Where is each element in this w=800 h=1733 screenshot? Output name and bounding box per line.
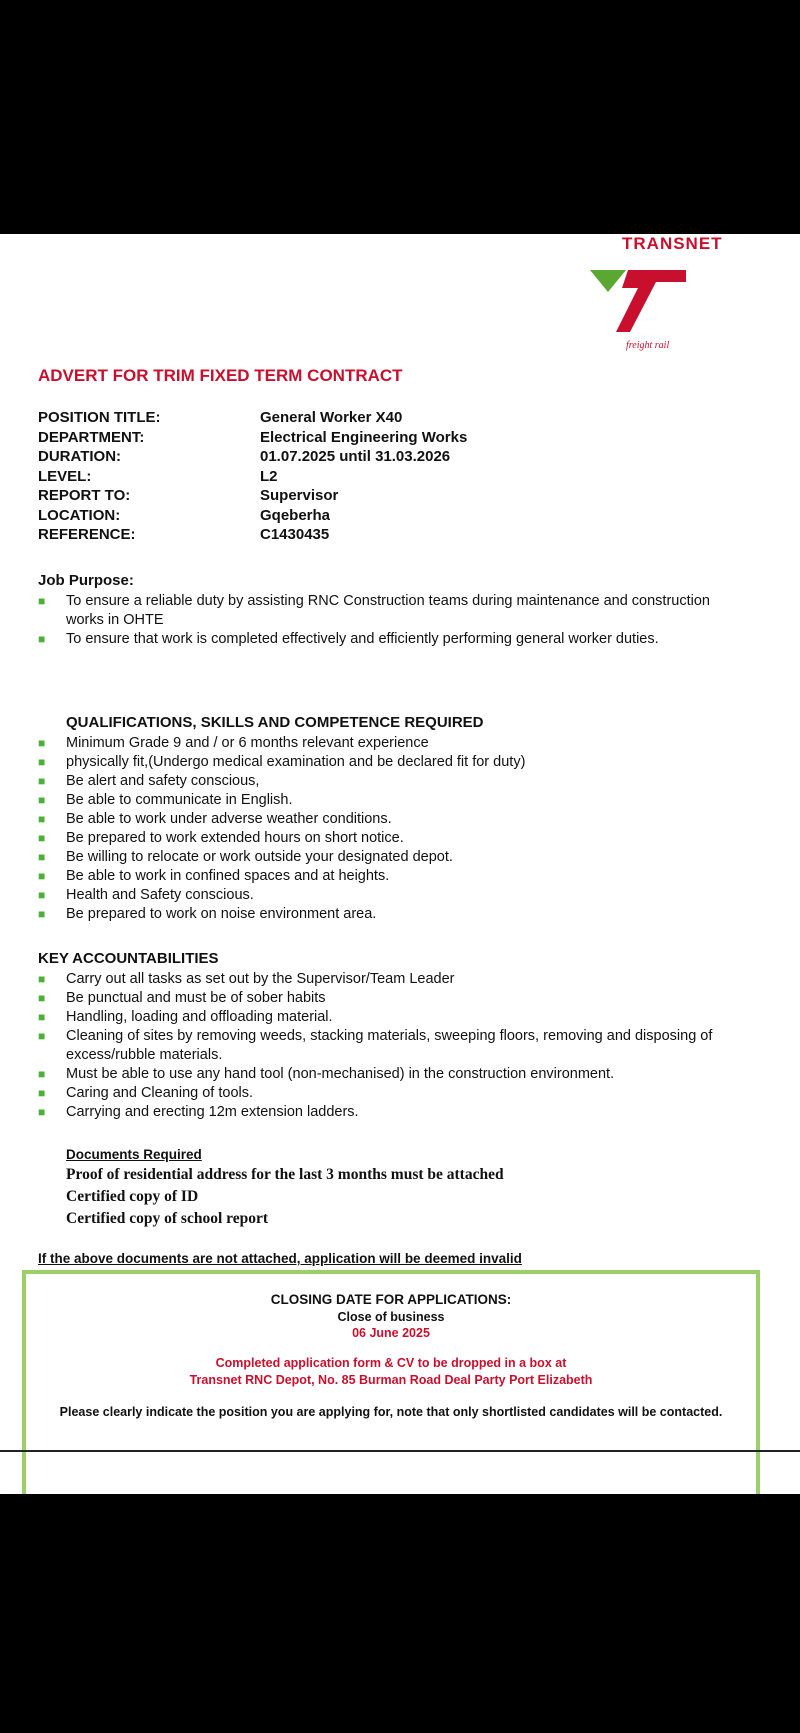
square-bullet-icon: ■: [38, 888, 46, 902]
list-item: ■ To ensure a reliable duty by assisting RNC Construction teams during maintenance and construction works in OHTE: [38, 593, 710, 628]
list-item: ■ Be able to communicate in English.: [38, 792, 293, 808]
dropoff-line-1: Completed application form & CV to be dropped in a box at: [215, 1356, 567, 1370]
square-bullet-icon: ■: [38, 793, 46, 807]
square-bullet-icon: ■: [38, 1067, 46, 1081]
detail-label: LEVEL:: [38, 467, 92, 485]
list-item: ■ Must be able to use any hand tool (non-mechanised) in the construction environment.: [38, 1066, 615, 1082]
detail-label: REFERENCE:: [38, 526, 136, 543]
square-bullet-icon: ■: [38, 869, 46, 883]
square-bullet-icon: ■: [38, 991, 46, 1005]
detail-value: Supervisor: [260, 487, 339, 504]
bottom-divider: [0, 1450, 800, 1452]
document-item: Certified copy of ID: [66, 1188, 199, 1205]
detail-row: [38, 408, 558, 428]
accountabilities-heading: KEY ACCOUNTABILITIES: [38, 950, 219, 967]
square-bullet-icon: ■: [38, 594, 46, 608]
square-bullet-icon: ■: [38, 1029, 46, 1043]
detail-label: REPORT TO:: [38, 487, 131, 504]
detail-value: 01.07.2025 until 31.03.2026: [260, 448, 451, 465]
document-item: Proof of residential address for the last 3 months must be attached: [66, 1166, 504, 1183]
square-bullet-icon: ■: [38, 831, 46, 845]
detail-row: [38, 467, 558, 487]
list-item: ■ physically fit,(Undergo medical examination and be declared fit for duty): [38, 754, 526, 770]
accountabilities-list: [38, 970, 750, 1122]
list-item: ■ Be willing to relocate or work outside your designated depot.: [38, 849, 453, 865]
position-details: [38, 408, 558, 545]
detail-label: POSITION TITLE:: [38, 409, 161, 426]
list-item: ■ Health and Safety conscious.: [38, 887, 254, 903]
list-item: ■ Cleaning of sites by removing weeds, stacking materials, sweeping floors, removing and disposing of excess/rubble materials.: [38, 1028, 713, 1063]
advert-title: ADVERT FOR TRIM FIXED TERM CONTRACT: [38, 366, 403, 385]
list-item: ■ Be able to work in confined spaces and at heights.: [38, 868, 390, 884]
transnet-logo-icon: [586, 262, 690, 338]
detail-value: Gqeberha: [260, 506, 331, 524]
detail-row: [38, 506, 558, 526]
list-item: ■ Caring and Cleaning of tools.: [38, 1085, 254, 1101]
square-bullet-icon: ■: [38, 812, 46, 826]
square-bullet-icon: ■: [38, 850, 46, 864]
list-item: ■ Be able to work under adverse weather conditions.: [38, 811, 392, 827]
invalid-note: If the above documents are not attached, application will be deemed invalid: [38, 1251, 522, 1266]
detail-label: LOCATION:: [38, 506, 121, 524]
detail-label: DURATION:: [38, 448, 122, 465]
job-purpose-heading: Job Purpose:: [38, 572, 134, 589]
advert-document: [0, 234, 800, 1494]
documents-required: [66, 1146, 504, 1230]
square-bullet-icon: ■: [38, 774, 46, 788]
list-item: ■ Handling, loading and offloading material.: [38, 1009, 333, 1025]
qualifications-list: [38, 734, 750, 924]
brand-subtitle: freight rail: [626, 340, 670, 351]
list-item: ■ To ensure that work is completed effectively and efficiently performing general worker duties.: [38, 631, 659, 647]
documents-heading: Documents Required: [66, 1147, 202, 1162]
list-item: ■ Minimum Grade 9 and / or 6 months relevant experience: [38, 735, 429, 751]
list-item: ■ Be punctual and must be of sober habits: [38, 990, 326, 1006]
square-bullet-icon: ■: [38, 907, 46, 921]
list-item: ■ Carrying and erecting 12m extension ladders.: [38, 1104, 359, 1120]
list-item: ■ Carry out all tasks as set out by the Supervisor/Team Leader: [38, 971, 455, 987]
job-purpose-list: [38, 592, 750, 649]
detail-value: General Worker X40: [260, 409, 403, 426]
closing-info-box: [22, 1270, 760, 1494]
square-bullet-icon: ■: [38, 755, 46, 769]
list-item: ■ Be prepared to work on noise environment area.: [38, 906, 377, 922]
closing-heading: CLOSING DATE FOR APPLICATIONS:: [270, 1292, 512, 1307]
closing-date: 06 June 2025: [352, 1326, 430, 1340]
detail-value: L2: [260, 467, 278, 485]
closing-business: Close of business: [337, 1310, 445, 1324]
dropoff-line-2: Transnet RNC Depot, No. 85 Burman Road Deal Party Port Elizabeth: [189, 1373, 593, 1387]
detail-row: [38, 447, 558, 467]
square-bullet-icon: ■: [38, 736, 46, 750]
qualifications-heading: QUALIFICATIONS, SKILLS AND COMPETENCE REQUIRED: [66, 714, 484, 731]
square-bullet-icon: ■: [38, 1086, 46, 1100]
square-bullet-icon: ■: [38, 632, 46, 646]
list-item: ■ Be prepared to work extended hours on short notice.: [38, 830, 404, 846]
square-bullet-icon: ■: [38, 1010, 46, 1024]
detail-row: [38, 428, 558, 448]
brand-wordmark: TRANSNET: [622, 234, 723, 253]
detail-value: Electrical Engineering Works: [260, 428, 468, 446]
detail-row: [38, 486, 558, 506]
detail-value: C1430435: [260, 526, 330, 543]
square-bullet-icon: ■: [38, 1105, 46, 1119]
document-item: Certified copy of school report: [66, 1210, 269, 1227]
shortlist-note: Please clearly indicate the position you are applying for, note that only shortlisted candidates will be contacted.: [59, 1405, 723, 1419]
list-item: ■ Be alert and safety conscious,: [38, 773, 260, 789]
detail-row: [38, 525, 558, 545]
square-bullet-icon: ■: [38, 972, 46, 986]
detail-label: DEPARTMENT:: [38, 428, 145, 446]
